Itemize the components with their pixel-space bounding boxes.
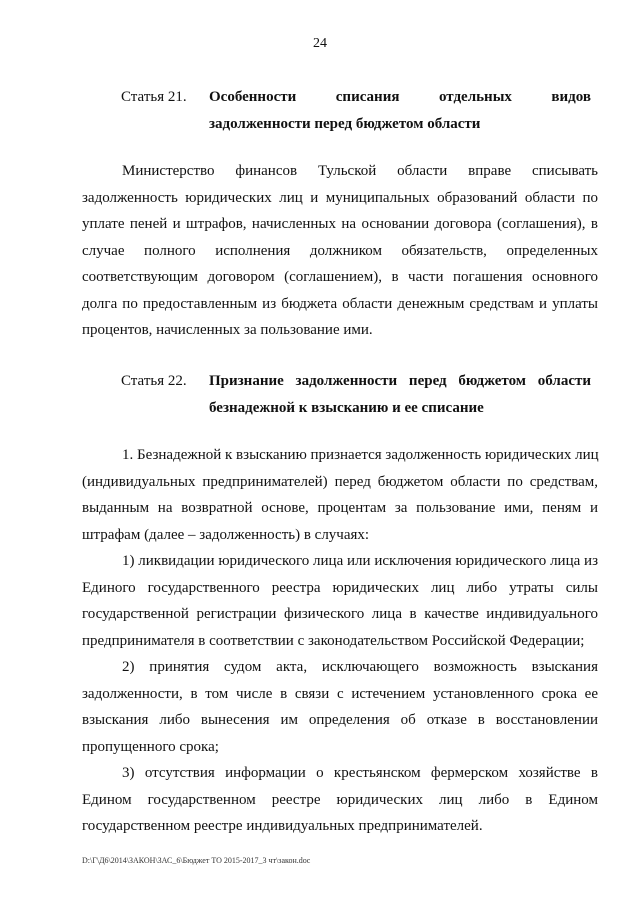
text-line: процентов, начисленных за пользование ими. [82, 322, 373, 338]
article-21-title [209, 84, 591, 138]
text-line: предпринимателя в соответствии с законодательством Российской Федерации; [82, 632, 585, 649]
text-line: (индивидуальных предпринимателей) перед бюджетом области по средствам, [82, 473, 598, 490]
text-line: задолженности, в том числе в связи с истечением установленного срока ее [82, 685, 598, 702]
article-22-label: Статья 22. [121, 373, 187, 389]
article-22-title [209, 368, 591, 422]
text-line: Едином государственном реестре юридических лиц либо в Едином [82, 791, 598, 808]
article-22-item-1 [82, 548, 598, 654]
article-22-paragraph-1 [82, 442, 598, 548]
text-line: 3) отсутствия информации о крестьянском фермерском хозяйстве в [122, 765, 598, 781]
article-22-title-line: Признание задолженности перед бюджетом области [209, 373, 591, 389]
article-21-title-line: Особенности списания отдельных видов [209, 89, 591, 105]
page-number: 24 [313, 36, 327, 51]
text-line: государственном реестре индивидуальных предпринимателей. [82, 818, 483, 834]
article-21-title-line: задолженности перед бюджетом области [209, 116, 481, 132]
article-21-label: Статья 21. [121, 89, 187, 105]
text-line: 1) ликвидации юридического лица или исключения юридического лица из [122, 553, 598, 569]
article-22-item-3 [82, 760, 598, 840]
text-line: выданным на возвратной основе, процентам за пользование ими, пеням и [82, 500, 598, 516]
text-line: Единого государственного реестра юридических лиц либо утраты силы [82, 579, 598, 596]
text-line: штрафам (далее – задолженность) в случаях: [82, 526, 370, 543]
text-line: 1. Безнадежной к взысканию признается задолженность юридических лиц [122, 447, 599, 463]
text-line: соответствующим договором (соглашением), в части погашения основного [82, 269, 598, 285]
file-path-footer: D:\Г\Д6\2014\ЗАКОН\ЗАС_6\Бюджет ТО 2015-2017_3 чт\закон.doc [82, 856, 311, 865]
text-line: пропущенного срока; [82, 738, 219, 755]
text-line: уплате пеней и штрафов, начисленных на основании договора (соглашения), в [82, 216, 598, 232]
text-line: задолженность юридических лиц и муниципальных образований области по [82, 189, 598, 206]
text-line: Министерство финансов Тульской области вправе списывать [122, 163, 598, 179]
text-line: долга по предоставленным из бюджета области денежным средствам и уплаты [82, 295, 598, 312]
text-line: случае полного исполнения должником обязательств, определенных [82, 242, 598, 259]
text-line: взыскания либо вынесения им определения об отказе в восстановлении [82, 712, 598, 728]
text-line: 2) принятия судом акта, исключающего возможность взыскания [122, 659, 598, 675]
text-line: государственной регистрации физического лица в качестве индивидуального [82, 606, 598, 622]
article-22-item-2 [82, 654, 598, 760]
article-21-body [82, 158, 598, 344]
article-22-title-line: безнадежной к взысканию и ее списание [209, 400, 484, 416]
